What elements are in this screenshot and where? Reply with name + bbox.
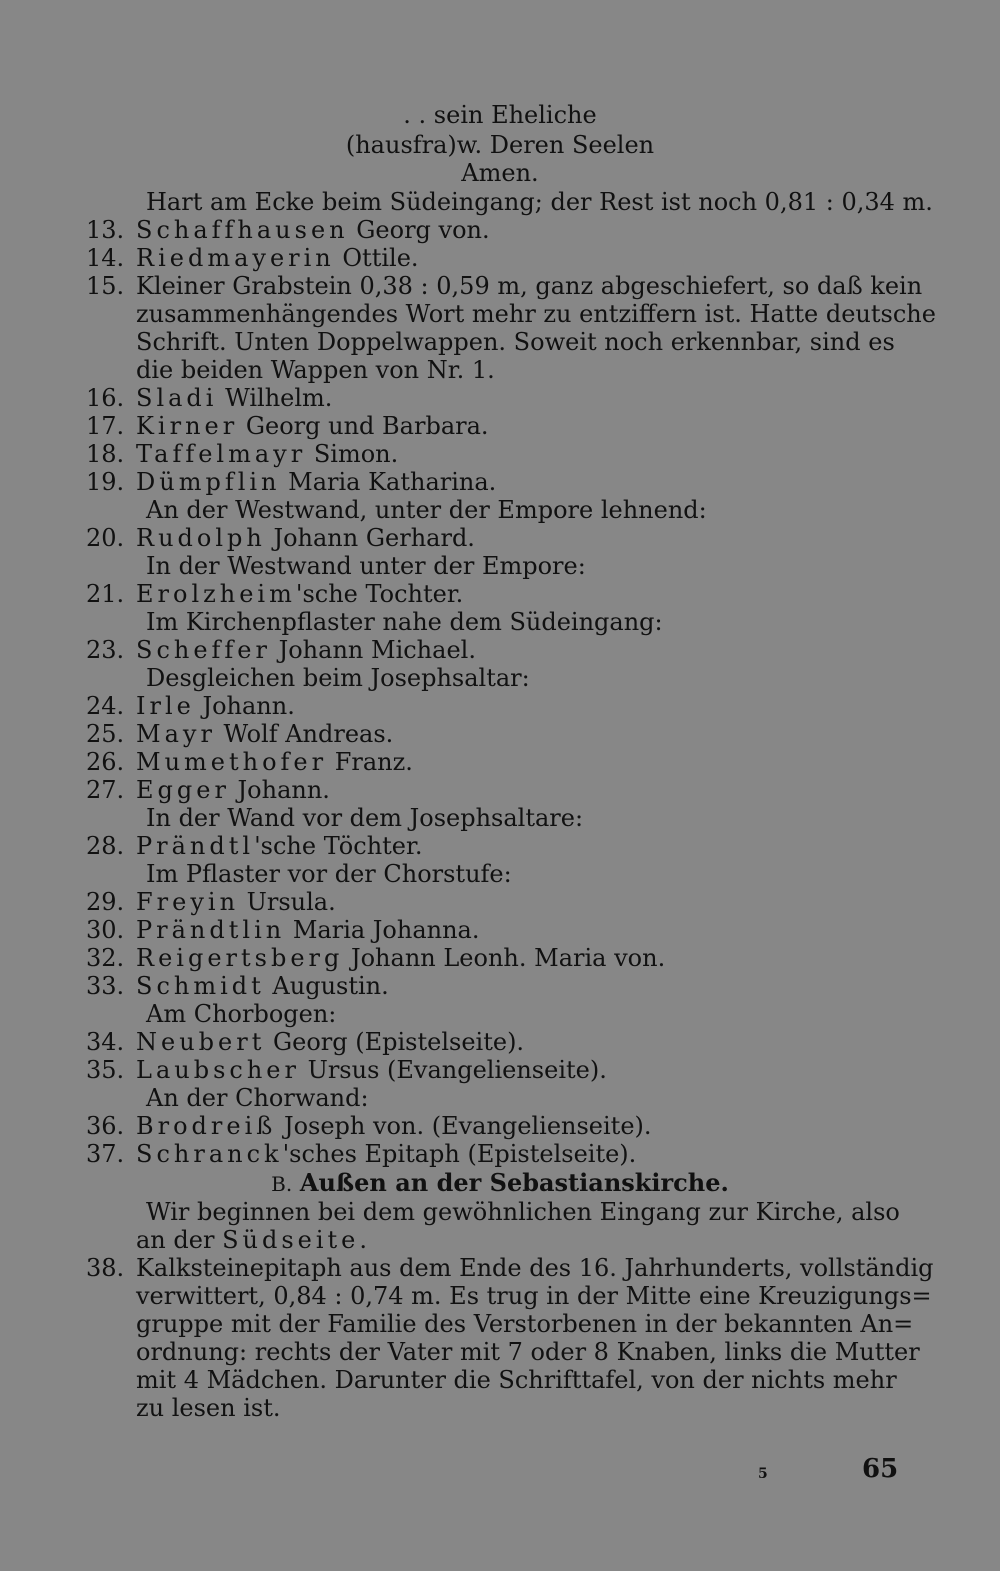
- location-heading: Am Chorbogen:: [146, 1000, 337, 1028]
- entry-number: 13.: [86, 216, 125, 244]
- entry-name: Laubscher: [136, 1056, 300, 1084]
- entry-number: 15.: [86, 272, 125, 300]
- entry-18: [0, 439, 1000, 469]
- entry-name: Dümpflin: [136, 468, 281, 496]
- entry-text: Georg von.: [348, 216, 490, 244]
- entry-text: Ottile.: [334, 244, 419, 272]
- entry-number: 18.: [86, 440, 125, 468]
- entry-15-line-3: Schrift. Unten Doppelwappen. Soweit noch erkennbar, sind es: [136, 328, 895, 356]
- entry-name: Sladi: [136, 384, 218, 412]
- entry-number: 35.: [86, 1056, 125, 1084]
- entry-text: Maria Johanna.: [285, 916, 480, 944]
- entry-number: 28.: [86, 832, 125, 860]
- location-heading: In der Westwand unter der Empore:: [146, 552, 586, 580]
- entry-38-line-4: ordnung: rechts der Vater mit 7 oder 8 Knaben, links die Mutter: [136, 1338, 920, 1366]
- entry-text: Johann.: [194, 692, 295, 720]
- entry-name: Rudolph: [136, 524, 266, 552]
- entry-17: [0, 411, 1000, 441]
- location-heading: An der Chorwand:: [146, 1084, 369, 1112]
- entry-text: Ursus (Evangelienseite).: [299, 1056, 607, 1084]
- entry-name: Riedmayerin: [136, 244, 335, 272]
- location-heading: Im Pflaster vor der Chorstufe:: [146, 860, 512, 888]
- entry-name: Schaffhausen: [136, 216, 349, 244]
- entry-number: 29.: [86, 888, 125, 916]
- entry-16: [0, 383, 1000, 413]
- entry-number: 17.: [86, 412, 125, 440]
- entry-15-line-2: zusammenhängendes Wort mehr zu entziffern ist. Hatte deutsche: [136, 300, 936, 328]
- entry-text: Franz.: [327, 748, 413, 776]
- page-number: 65: [862, 1454, 899, 1484]
- entry-14: [0, 243, 1000, 273]
- entry-29: [0, 887, 1000, 917]
- entry-text: Joseph von. (Evangelienseite).: [276, 1112, 652, 1140]
- entry-number: 21.: [86, 580, 125, 608]
- entry-number: 36.: [86, 1112, 125, 1140]
- entry-text: Georg (Epistelseite).: [265, 1028, 525, 1056]
- entry-number: 26.: [86, 748, 125, 776]
- entry-text: Wilhelm.: [217, 384, 333, 412]
- entry-13: [0, 215, 1000, 245]
- entry-38-line-3: gruppe mit der Familie des Verstorbenen in der bekannten An=: [136, 1310, 914, 1338]
- entry-name: Neubert: [136, 1028, 266, 1056]
- entry-text: Johann Michael.: [270, 636, 476, 664]
- entry-19: [0, 467, 1000, 497]
- entry-38-line-2: verwittert, 0,84 : 0,74 m. Es trug in der Mitte eine Kreuzigungs=: [136, 1282, 932, 1310]
- inscription-line-3: Amen.: [461, 159, 539, 187]
- entry-34: [0, 1027, 1000, 1057]
- entry-text: 'sche Töchter.: [254, 832, 423, 860]
- section-heading: [0, 1168, 1000, 1198]
- intro-line-2: [136, 1225, 367, 1255]
- entry-number: 23.: [86, 636, 125, 664]
- entry-number: 20.: [86, 524, 125, 552]
- entry-name: Egger: [136, 776, 230, 804]
- entry-text: Kalksteinepitaph aus dem Ende des 16. Jahrhunderts, vollständig: [136, 1254, 934, 1282]
- entry-number: 37.: [86, 1140, 125, 1168]
- entry-35: [0, 1055, 1000, 1085]
- entry-number: 34.: [86, 1028, 125, 1056]
- inscription-line-1: . . sein Eheliche: [403, 101, 597, 129]
- entry-number: 33.: [86, 972, 125, 1000]
- entry-name: Taffelmayr: [136, 440, 307, 468]
- entry-number: 14.: [86, 244, 125, 272]
- entry-name: Irle: [136, 692, 195, 720]
- entry-number: 16.: [86, 384, 125, 412]
- entry-38: [0, 1253, 1000, 1283]
- location-heading: Im Kirchenpflaster nahe dem Südeingang:: [146, 608, 663, 636]
- entry-name: Schranck: [136, 1140, 283, 1168]
- entry-21: [0, 579, 1000, 609]
- entry-name: Scheffer: [136, 636, 271, 664]
- entry-23: [0, 635, 1000, 665]
- entry-number: 32.: [86, 944, 125, 972]
- entry-25: [0, 719, 1000, 749]
- entry-name: Reigertsberg: [136, 944, 344, 972]
- entry-number: 25.: [86, 720, 125, 748]
- entry-text: Simon.: [306, 440, 399, 468]
- entry-text: 'sche Tochter.: [295, 580, 464, 608]
- intro-text-end: .: [359, 1226, 368, 1254]
- intro-text: an der: [136, 1226, 223, 1254]
- entry-number: 27.: [86, 776, 125, 804]
- entry-text: Wolf Andreas.: [215, 720, 394, 748]
- entry-24: [0, 691, 1000, 721]
- entry-text: Johann Gerhard.: [265, 524, 475, 552]
- entry-text: Kleiner Grabstein 0,38 : 0,59 m, ganz abgeschiefert, so daß kein: [136, 272, 923, 300]
- entry-number: 24.: [86, 692, 125, 720]
- entry-name: Erolzheim: [136, 580, 296, 608]
- entry-name: Kirner: [136, 412, 239, 440]
- entry-name: Prändtl: [136, 832, 255, 860]
- entry-36: [0, 1111, 1000, 1141]
- entry-30: [0, 915, 1000, 945]
- entry-name: Prändtlin: [136, 916, 286, 944]
- entry-15-line-4: die beiden Wappen von Nr. 1.: [136, 356, 495, 384]
- signature-mark: 5: [758, 1466, 768, 1482]
- entry-name: Schmidt: [136, 972, 265, 1000]
- entry-number: 19.: [86, 468, 125, 496]
- entry-text: 'sches Epitaph (Epistelseite).: [282, 1140, 637, 1168]
- entry-text: Augustin.: [264, 972, 389, 1000]
- entry-38-line-5: mit 4 Mädchen. Darunter die Schrifttafel, von der nichts mehr: [136, 1366, 897, 1394]
- location-heading: An der Westwand, unter der Empore lehnend:: [146, 496, 707, 524]
- entry-name: Mayr: [136, 720, 216, 748]
- entry-number: 38.: [86, 1254, 125, 1282]
- entry-28: [0, 831, 1000, 861]
- entry-38-line-6: zu lesen ist.: [136, 1394, 281, 1422]
- entry-text: Ursula.: [239, 888, 336, 916]
- entry-15: [0, 271, 1000, 301]
- section-title: Außen an der Sebastianskirche.: [299, 1168, 729, 1197]
- entry-26: [0, 747, 1000, 777]
- entry-text: Johann Leonh. Maria von.: [343, 944, 666, 972]
- section-prefix: B.: [271, 1172, 293, 1196]
- intro-line-1: Wir beginnen bei dem gewöhnlichen Eingang zur Kirche, also: [146, 1198, 900, 1226]
- entry-name: Mumethofer: [136, 748, 328, 776]
- location-heading: Desgleichen beim Josephsaltar:: [146, 664, 530, 692]
- entry-20: [0, 523, 1000, 553]
- entry-text: Johann.: [229, 776, 330, 804]
- entry-37: [0, 1139, 1000, 1169]
- inscription-line-2: (hausfra)w. Deren Seelen: [345, 131, 655, 159]
- entry-27: [0, 775, 1000, 805]
- entry-33: [0, 971, 1000, 1001]
- entry-name: Freyin: [136, 888, 240, 916]
- highlighted-word: Südseite: [222, 1226, 360, 1254]
- entry-text: Maria Katharina.: [280, 468, 497, 496]
- location-heading: In der Wand vor dem Josephsaltare:: [146, 804, 584, 832]
- entry-number: 30.: [86, 916, 125, 944]
- entry-name: Brodreiß: [136, 1112, 277, 1140]
- note-text: Hart am Ecke beim Südeingang; der Rest ist noch 0,81 : 0,34 m.: [146, 188, 933, 216]
- entry-text: Georg und Barbara.: [238, 412, 489, 440]
- entry-32: [0, 943, 1000, 973]
